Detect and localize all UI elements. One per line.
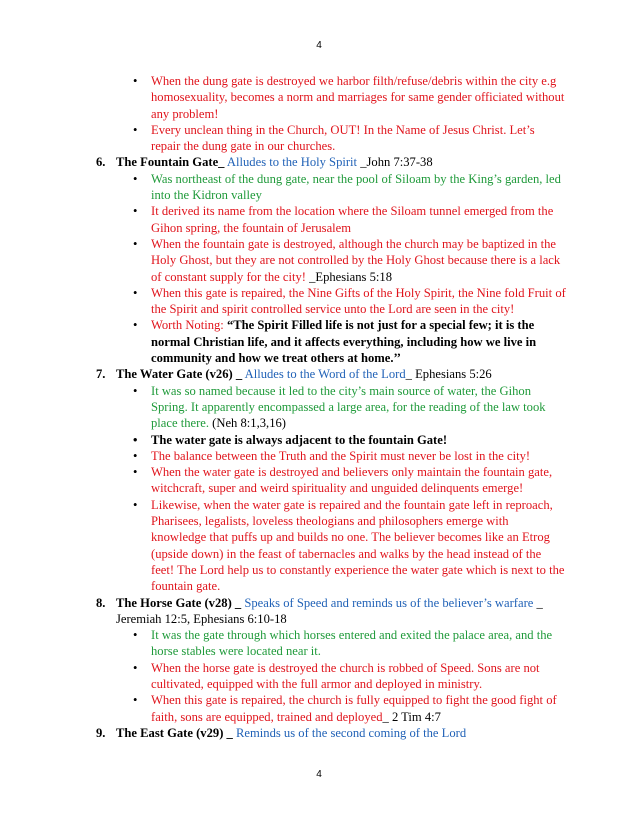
list-item: • It derived its name from the location where the Siloam tunnel emerged from the Gihon spring, the fountain of Jerusalem (151, 203, 566, 236)
list-item-lead: Worth Noting: (151, 318, 227, 333)
list-item: • It was the gate through which horses entered and exited the palace area, and the horse stables were located near it. (151, 627, 566, 660)
section-subtitle: Alludes to the Word of the Lord (242, 367, 406, 382)
section-heading-water-gate (96, 366, 566, 382)
section-heading-fountain-gate (96, 154, 566, 170)
list-item (151, 317, 566, 366)
intro-bullet-list (96, 73, 566, 154)
section-heading-east-gate (96, 725, 566, 741)
section-subtitle: Alludes to the Holy Spirit (224, 155, 361, 170)
section-reference: _ Ephesians 5:26 (405, 367, 492, 382)
list-item: • The balance between the Truth and the Spirit must never be lost in the city! (151, 448, 566, 464)
section-number: 7. (96, 367, 106, 382)
section-heading-horse-gate (96, 595, 566, 628)
section-reference: _ Jeremiah 12:5, Ephesians 6:10-18 (116, 595, 543, 626)
horse-gate-bullet-list (96, 627, 566, 725)
section-number: 8. (96, 595, 106, 610)
list-item: • When the horse gate is destroyed the church is robbed of Speed. Sons are not cultivated, equipped with the full armor and deployed in ministry. (151, 660, 566, 693)
list-item: • Likewise, when the water gate is repaired and the fountain gate left in reproach, Pharisees, legalists, loveless theologians and philosophers emerge with knowledge that puffs up and builds no one. The believer becomes like an Etrog (upside down) in the feast of tabernacles and walks by the head instead of the feet! The Lord help us to constantly experience the water gate which is next to the fountain gate. (151, 497, 566, 595)
list-item: • Every unclean thing in the Church, OUT! In the Name of Jesus Christ. Let’s repair the dung gate in our churches. (151, 122, 566, 155)
list-item-text: It was so named because it led to the city’s main source of water, the Gihon Spring. It apparently encompassed a large area, for the reading of the law took place there. (151, 383, 546, 431)
list-item-quote: “The Spirit Filled life is not just for a special few; it is the normal Christian life, and it affects everything, including how we live in community and how we treat others at home.’’ (151, 318, 537, 366)
section-number: 9. (96, 725, 106, 740)
list-item: • When the water gate is destroyed and believers only maintain the fountain gate, witchcraft, super and weird spirituality and unguided delinquents emerge! (151, 464, 566, 497)
list-item-text: When the fountain gate is destroyed, although the church may be baptized in the Holy Ghost, but they are not controlled by the Holy Ghost because there is a lack of constant supply for the city! (151, 236, 561, 284)
section-title: The East Gate (v29) _ (116, 725, 233, 740)
scripture-reference: _ 2 Tim 4:7 (382, 709, 441, 724)
section-reference: _John 7:37-38 (360, 155, 433, 170)
list-item (151, 236, 566, 285)
section-title: The Water Gate (v26) _ (116, 367, 243, 382)
list-item (151, 383, 566, 432)
list-item: • When this gate is repaired, the Nine Gifts of the Holy Spirit, the Nine fold Fruit of the Spirit and spirit controlled service unto the Lord are seen in the city! (151, 285, 566, 318)
section-number: 6. (96, 155, 106, 170)
scripture-reference: (Neh 8:1,3,16) (209, 416, 286, 431)
page-number-top: 4 (316, 40, 322, 51)
section-subtitle: Speaks of Speed and reminds us of the believer’s warfare (241, 595, 537, 610)
scripture-reference: _Ephesians 5:18 (309, 269, 392, 284)
page-number-bottom: 4 (316, 769, 322, 780)
document-body (96, 73, 566, 741)
water-gate-bullet-list (96, 383, 566, 595)
section-title: The Fountain Gate_ (116, 155, 225, 170)
section-subtitle: Reminds us of the second coming of the Lord (232, 725, 467, 740)
fountain-gate-bullet-list (96, 171, 566, 367)
list-item: • Was northeast of the dung gate, near the pool of Siloam by the King’s garden, led into the Kidron valley (151, 171, 566, 204)
list-item-text: When this gate is repaired, the church is fully equipped to fight the good fight of faith, sons are equipped, trained and deployed (151, 693, 557, 724)
list-item (151, 692, 566, 725)
section-title: The Horse Gate (v28) _ (116, 595, 242, 610)
list-item: • When the dung gate is destroyed we harbor filth/refuse/debris within the city e.g homosexuality, becomes a norm and marriages for same gender officiated without any problem! (151, 73, 566, 122)
list-item: • The water gate is always adjacent to the fountain Gate! (151, 432, 566, 448)
